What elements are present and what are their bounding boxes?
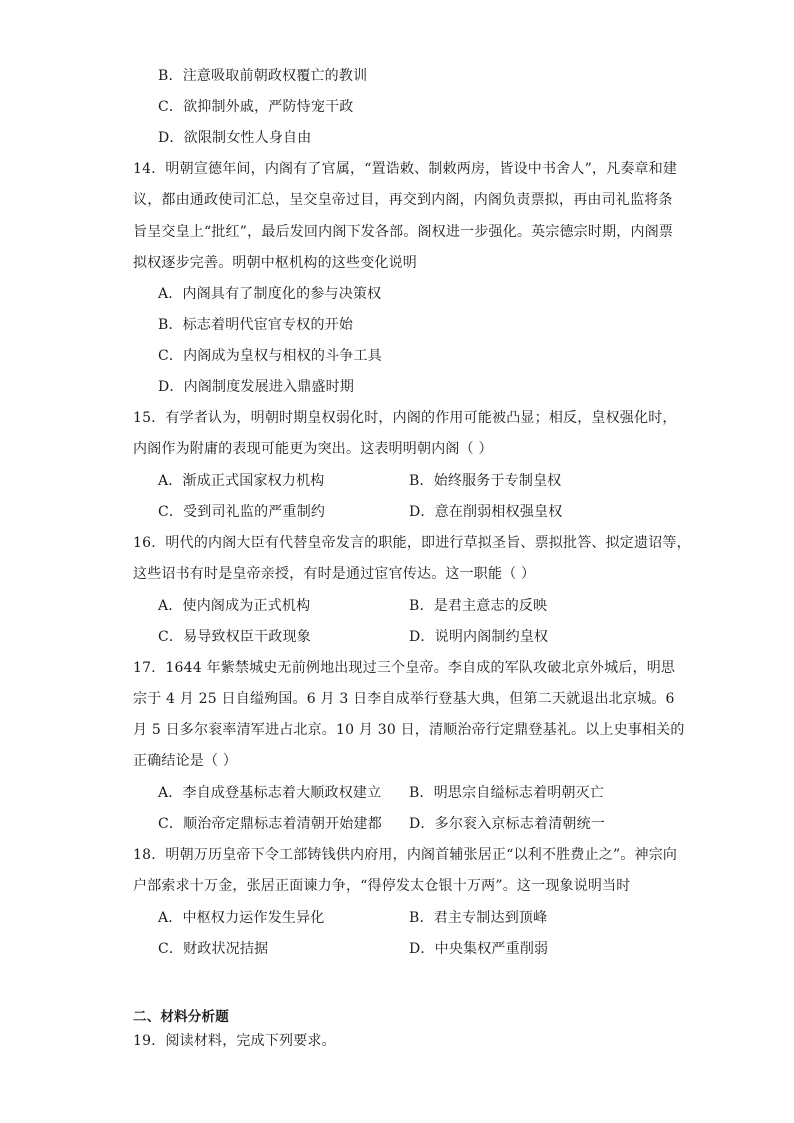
q17-stem-line-4: 正确结论是（ ）	[133, 753, 238, 769]
q15-option-a: A．渐成正式国家权力机构	[158, 473, 325, 489]
q14-stem-line-2: 议，都由通政使司汇总，呈交皇帝过目，再交到内阁，内阁负责票拟，再由司礼监将条	[133, 192, 673, 208]
q16-stem-line-2: 这些诏书有时是皇帝亲授，有时是通过宦官传达。这一职能（ ）	[133, 566, 536, 582]
q15-option-d: D．意在削弱相权强皇权	[409, 504, 563, 520]
q16-option-c: C．易导致权臣干政现象	[158, 629, 311, 645]
q14-option-a: A．内阁具有了制度化的参与决策权	[158, 286, 382, 302]
q14-stem-line-1: 14．明朝宣德年间，内阁有了官属，“置诰敕、制敕两房，皆设中书舍人”，凡奏章和建	[133, 161, 678, 177]
q15-option-c: C．受到司礼监的严重制约	[158, 504, 326, 520]
q17-option-a: A．李自成登基标志着大顺政权建立	[158, 785, 382, 801]
q17-option-c: C．顺治帝定鼎标志着清朝开始建都	[158, 816, 382, 832]
section-heading: 二、材料分析题	[133, 1009, 229, 1025]
q18-option-a: A．中枢权力运作发生异化	[158, 910, 325, 926]
q19-stem-line-1: 19．阅读材料，完成下列要求。	[133, 1033, 336, 1049]
q18-option-d: D．中央集权严重削弱	[409, 941, 549, 957]
q16-option-d: D．说明内阁制约皇权	[409, 629, 549, 645]
q16-option-a: A．使内阁成为正式机构	[158, 598, 311, 614]
q14-option-c: C．内阁成为皇权与相权的斗争工具	[158, 348, 382, 364]
q17-option-d: D．多尔衮入京标志着清朝统一	[409, 816, 606, 832]
q18-option-b: B．君主专制达到顶峰	[409, 910, 548, 926]
q14-option-d: D．内阁制度发展进入鼎盛时期	[158, 379, 355, 395]
q14-option-b: B．标志着明代宦官专权的开始	[158, 317, 354, 333]
q18-stem-line-1: 18．明朝万历皇帝下令工部铸钱供内府用，内阁首辅张居正“以利不胜费止之”。神宗向	[133, 847, 678, 863]
q17-stem-line-2: 宗于 4 月 25 日自缢殉国。6 月 3 日李自成举行登基大典，但第二天就退出北京城。6	[133, 691, 675, 707]
q15-option-b: B．始终服务于专制皇权	[409, 473, 562, 489]
q16-option-b: B．是君主意志的反映	[409, 598, 548, 614]
q17-stem-line-3: 月 5 日多尔衮率清军进占北京。10 月 30 日，清顺治帝行定鼎登基礼。以上史事相关的	[133, 722, 685, 738]
prev-option-b: B．注意吸取前朝政权覆亡的教训	[158, 68, 368, 84]
prev-option-d: D．欲限制女性人身自由	[158, 130, 312, 146]
q16-stem-line-1: 16．明代的内阁大臣有代替皇帝发言的职能，即进行草拟圣旨、票拟批答、拟定遗诏等，	[133, 535, 691, 551]
q17-stem-line-1: 17．1644 年紫禁城史无前例地出现过三个皇帝。李自成的军队攻破北京外城后，明思	[133, 660, 676, 676]
q14-stem-line-3: 旨呈交皇上“批红”，最后发回内阁下发各部。阁权进一步强化。英宗德宗时期，内阁票	[133, 224, 674, 240]
q18-option-c: C．财政状况拮据	[158, 941, 269, 957]
q14-stem-line-4: 拟权逐步完善。明朝中枢机构的这些变化说明	[133, 255, 417, 271]
q15-stem-line-1: 15．有学者认为，明朝时期皇权弱化时，内阁的作用可能被凸显；相反，皇权强化时，	[133, 410, 677, 426]
q15-stem-line-2: 内阁作为附庸的表现可能更为突出。这表明明朝内阁（ ）	[133, 441, 493, 457]
q17-option-b: B．明思宗自缢标志着明朝灭亡	[409, 785, 605, 801]
q18-stem-line-2: 户部索求十万金，张居正面谏力争，“得停发太仓银十万两”。这一现象说明当时	[133, 878, 631, 894]
prev-option-c: C．欲抑制外戚，严防恃宠干政	[158, 99, 354, 115]
